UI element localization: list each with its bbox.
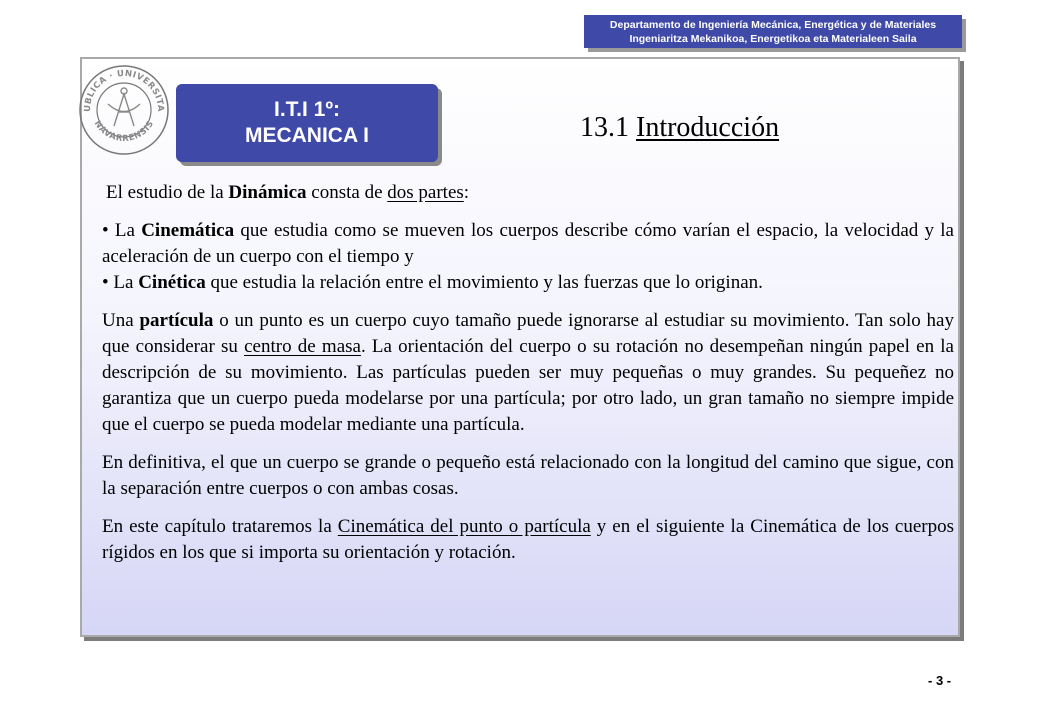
intro-text-2: consta de <box>306 182 388 203</box>
term-cinematica: Cinemática <box>141 220 235 241</box>
bullet-icon: • <box>102 272 109 293</box>
term-dinamica: Dinámica <box>228 182 307 203</box>
section-number: 13.1 <box>580 112 629 143</box>
para3-text-1: En este capítulo trataremos la <box>102 516 338 537</box>
bullet1-text-1: La <box>108 220 142 241</box>
term-particula: partícula <box>139 310 214 331</box>
underlined-cinematica-punto: Cinemática del punto o partícula <box>337 516 591 537</box>
bullet-icon: • <box>102 220 109 241</box>
course-line-2: MECANICA I <box>244 124 370 147</box>
definition-paragraph <box>102 450 954 502</box>
term-cinetica: Cinética <box>138 272 206 293</box>
slide-title <box>580 112 779 144</box>
para3-text-2: y en el siguiente la Cinemática de los cuerpos rígidos en los que si importa su orientación y rotación. <box>102 516 954 563</box>
underlined-dos-partes: dos partes <box>387 182 464 203</box>
intro-text-1: El estudio de la <box>106 182 229 203</box>
underlined-centro-de-masa: centro de masa <box>244 336 361 357</box>
intro-paragraph <box>102 180 954 206</box>
bullet1-text-2: que estudia como se mueven los cuerpos describe cómo varían el espacio, la velocidad y la aceleración de un cuerpo con el tiempo y <box>102 220 954 267</box>
bullet2-text-1: La <box>108 272 139 293</box>
para1-text-1: Una <box>102 310 140 331</box>
para2-text: En definitiva, el que un cuerpo se grande o pequeño está relacionado con la longitud del camino que sigue, con la separación entre cuerpos o con ambas cosas. <box>102 452 954 499</box>
bullet-cinematica <box>102 218 954 270</box>
intro-text-3: : <box>463 182 470 203</box>
slide-body <box>102 180 954 566</box>
para1-text-3: . La orientación del cuerpo o su rotación no desempeñan ningún papel en la descripción de su movimiento. Las partículas pueden ser muy pequeñas o muy grandes. Su pequeñez no garantiza que un cuerpo pueda modelarse por una partícula; por otro lado, un gran tamaño no siempre impide que el cuerpo se pueda modelar mediante una partícula. <box>102 336 954 435</box>
department-name-es: Departamento de Ingeniería Mecánica, Energética y de Materiales <box>609 18 937 31</box>
course-badge <box>176 84 438 162</box>
chapter-paragraph <box>102 514 954 566</box>
university-seal-icon <box>78 64 170 156</box>
particle-paragraph <box>102 308 954 438</box>
para1-text-2: o un punto es un cuerpo cuyo tamaño puede ignorarse al estudiar su movimiento. Tan solo hay que considerar su <box>102 310 954 357</box>
course-line-1: I.T.I 1º: <box>273 98 340 121</box>
section-title: Introducción <box>636 112 780 143</box>
department-name-eu: Ingeniaritza Mekanikoa, Energetikoa eta Materialeen Saila <box>629 32 917 45</box>
bullet2-text-2: que estudia la relación entre el movimiento y las fuerzas que lo originan. <box>205 272 763 293</box>
department-header <box>584 15 962 48</box>
svg-text:NAVARRENSIS: NAVARRENSIS <box>91 118 157 145</box>
svg-text:PUBLICA · UNIVERSITAS: UBLICA · UNIVERSITA <box>82 68 166 113</box>
page-number: - 3 - <box>928 673 952 688</box>
bullet-cinetica <box>102 270 954 296</box>
